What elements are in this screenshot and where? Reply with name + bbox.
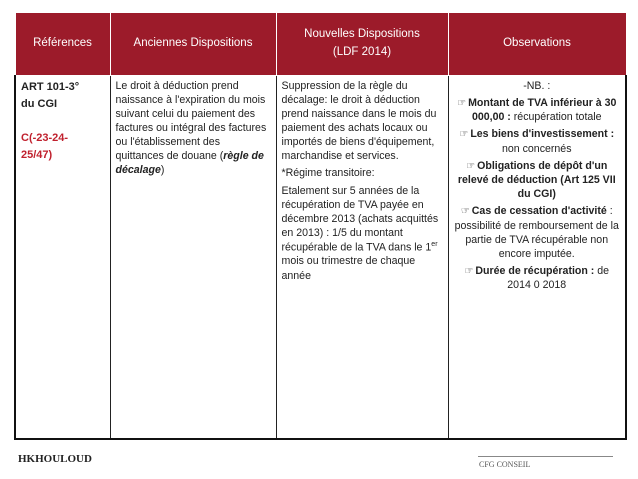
obs-item-4-text: : possibilité de remboursement de la partie de TVA récupérable non encore imputée. [454, 205, 619, 260]
obs-item-1-text: récupération totale [510, 111, 602, 124]
obs-item-2-bold: Les biens d'investissement : [470, 128, 615, 141]
obs-nb: -NB. : [523, 80, 551, 92]
obs-item-2 [454, 127, 621, 155]
obs-item-1-bold: Montant de TVA inférieur à 30 000,00 : [468, 97, 617, 124]
article-line2: du CGI [21, 97, 58, 110]
header-nouvelles [276, 13, 448, 76]
footer-divider [478, 456, 613, 457]
obs-item-5-text: de 2014 0 2018 [507, 264, 610, 292]
obs-item-3 [454, 159, 621, 201]
pointing-hand-icon: ☞ [464, 265, 474, 277]
header-observations: Observations [448, 13, 626, 76]
header-anciennes: Anciennes Dispositions [110, 13, 276, 76]
nouvelles-p3-sup: er [431, 240, 438, 248]
article-reference [21, 79, 105, 112]
cell-anciennes [110, 76, 276, 440]
anciennes-text: Le droit à déduction prend naissance à l'expiration du mois suivant celui du paiement des factures ou intégral des factures ou l'établissement des quittances de douane ( [115, 80, 267, 163]
cell-references [15, 76, 110, 440]
dispositions-table [14, 12, 627, 440]
header-references: Références [15, 13, 110, 76]
pointing-hand-icon: ☞ [459, 129, 469, 141]
pointing-hand-icon: ☞ [466, 160, 476, 172]
table-row [15, 76, 626, 440]
nouvelles-p3 [282, 184, 443, 283]
obs-item-4 [454, 204, 621, 261]
footer-company: CFG CONSEIL [479, 460, 531, 469]
nouvelles-p1: Suppression de la règle du décalage: le droit à déduction prend naissance dans le mois du paiement des achats locaux ou importés de biens d'équipement, marchandise et services. [281, 80, 437, 163]
nouvelles-p3-end: mois ou trimestre de chaque année [281, 255, 416, 282]
circular-code [21, 130, 105, 163]
nouvelles-p3-start: Etalement sur 5 années de la récupération de TVA payée en décembre 2013 (achats acquittés en 2013) : 1/5 du montant récupérable de la TVA dans le 1 [281, 184, 439, 254]
cell-observations [448, 76, 626, 440]
cell-nouvelles [276, 76, 448, 440]
footer-author: HKHOULOUD [18, 453, 92, 465]
obs-item-1 [454, 96, 621, 124]
code-line1: C(-23-24- [21, 132, 69, 144]
pointing-hand-icon: ☞ [460, 206, 470, 218]
header-nouvelles-line2: (LDF 2014) [332, 46, 392, 58]
anciennes-emphasis: règle de décalage [115, 150, 264, 177]
header-nouvelles-line1: Nouvelles Dispositions [304, 28, 420, 41]
obs-item-4-bold: Cas de cessation d'activité [471, 205, 607, 218]
obs-item-5 [454, 264, 621, 292]
obs-item-5-bold: Durée de récupération : [475, 264, 595, 277]
obs-item-2-text: non concernés [502, 142, 572, 155]
anciennes-text-end: ) [160, 164, 165, 177]
pointing-hand-icon: ☞ [457, 98, 467, 110]
article-line1: ART 101-3° [21, 81, 80, 93]
code-line2: 25/47) [21, 148, 53, 161]
obs-item-3-bold: Obligations de dépôt d'un relevé de déduction (Art 125 VII du CGI) [457, 159, 616, 201]
nouvelles-p2: *Régime transitoire: [281, 167, 375, 180]
header-row [15, 13, 626, 76]
